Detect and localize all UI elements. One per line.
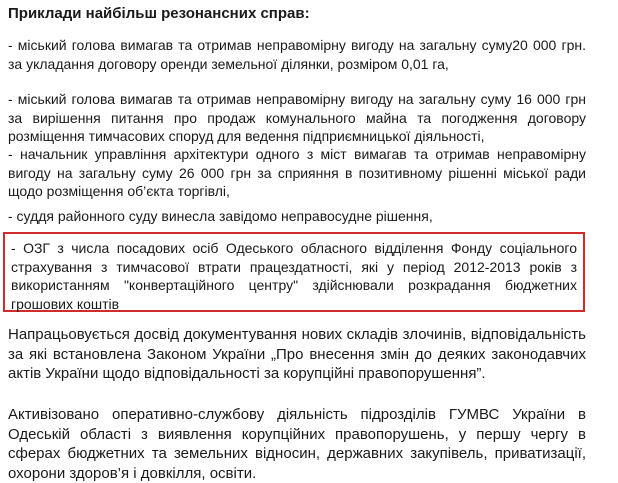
case-item: - начальник управління архітектури одного з міст вимагав та отримав неправомірну вигоду на загальну суму 26 000 грн за сприяння в позитивному рішенні міської ради щодо розміщення об’єкта торгівлі,: [8, 146, 586, 199]
body-paragraph: Активізовано оперативно-службову діяльність підрозділів ГУМВС України в Одеській області з виявлення корупційних правопорушень, у першу чергу в сферах бюджетних та земельних відносин, державних закупівель, приватизації, охорони здоров’я і довкілля, освіти.: [8, 406, 586, 482]
highlighted-case-item: - ОЗГ з числа посадових осіб Одеського обласного відділення Фонду соціального страхування з тимчасової втрати працездатності, які у період 2012-2013 років з використанням "конвертаційного центру" здійснювали розкрадання бюджетних грошових коштів: [11, 240, 577, 312]
document-body: [8, 0, 586, 482]
case-item: - міський голова вимагав та отримав неправомірну вигоду на загальну суму 16 000 грн за вирішення питання про продаж комунального майна та погодження договору розміщення тимчасових споруд для ведення підприємницької діяльності,: [8, 91, 586, 144]
case-item: - суддя районного суду винесла завідомо неправосудне рішення,: [8, 208, 433, 224]
body-paragraph: Напрацьовується досвід документування нових складів злочинів, відповідальність за які встановлена Законом України „Про внесення змін до деяких законодавчих актів України щодо відповідальності за корупційні правопорушення”.: [8, 326, 586, 382]
case-item: - міський голова вимагав та отримав неправомірну вигоду на загальну суму20 000 грн. за укладання договору оренди земельної ділянки, розміром 0,01 га,: [8, 37, 586, 72]
section-heading: Приклади найбільш резонансних справ:: [8, 5, 310, 22]
highlighted-case-box: [3, 232, 585, 312]
